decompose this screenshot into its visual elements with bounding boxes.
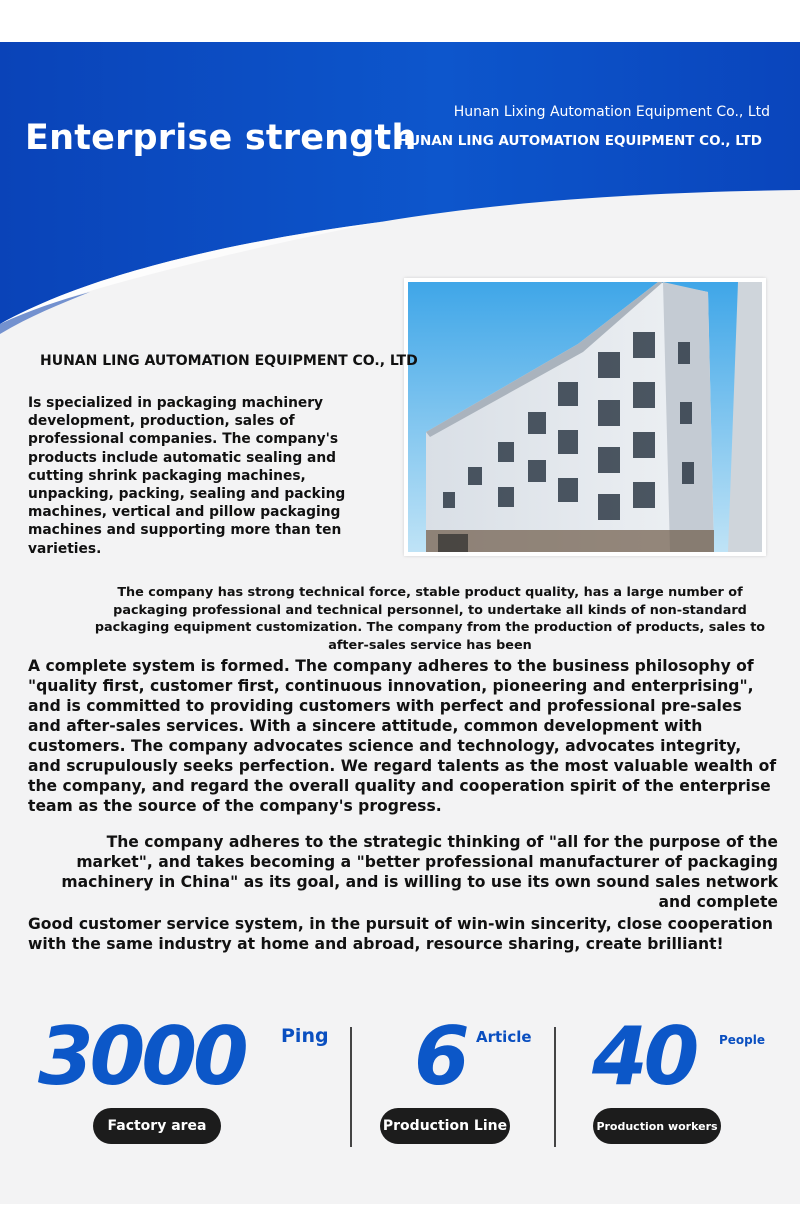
- stat-production-line-unit: Article: [476, 1028, 532, 1046]
- intro-paragraph: Is specialized in packaging machinery development, production, sales of professional companies. The company's products include automatic sealing and cutting shrink packaging machines, unpacking, packing, sealing and packing machines, vertical and pillow packaging machines and supporting more than ten varieties.: [28, 395, 346, 557]
- customer-service-paragraph: Good customer service system, in the pursuit of win-win sincerity, close cooperation with the same industry at home and abroad, resource sharing, create brilliant!: [28, 915, 773, 953]
- stat-production-line-value: 6: [414, 1010, 466, 1103]
- content-panel: [0, 42, 800, 1204]
- factory-building-photo: [404, 278, 766, 556]
- stat-factory-area-value: 3000: [38, 1010, 245, 1103]
- intro-company-heading: HUNAN LING AUTOMATION EQUIPMENT CO., LTD: [40, 353, 418, 369]
- stat-workers-unit: People: [719, 1033, 766, 1047]
- stat-factory-area-unit: Ping: [281, 1025, 329, 1047]
- stat-divider-1: [350, 1027, 352, 1147]
- stat-workers-value: 40: [592, 1010, 696, 1103]
- stat-production-line-label: Production Line: [380, 1108, 510, 1144]
- business-philosophy-paragraph: A complete system is formed. The company adheres to the business philosophy of "quality first, customer first, continuous innovation, pioneering and enterprising", and is committed to providing customers with perfect and professional pre-sales and after-sales services. With a sincere attitude, common development with customers. The company advocates science and technology, advocates integrity, and scrupulously seeks perfection. We regard talents as the most valuable wealth of the company, and regard the overall quality and cooperation spirit of the enterprise team as the source of the company's progress.: [28, 657, 777, 815]
- stat-divider-2: [554, 1027, 556, 1147]
- company-name-ling: HUNAN LING AUTOMATION EQUIPMENT CO., LTD: [397, 133, 762, 149]
- stat-factory-area-label: Factory area: [93, 1108, 221, 1144]
- stat-workers-label: Production workers: [593, 1108, 721, 1144]
- page-title: Enterprise strength: [25, 118, 417, 158]
- company-name-lixing: Hunan Lixing Automation Equipment Co., Ltd: [453, 104, 770, 120]
- technical-strength-paragraph: The company has strong technical force, stable product quality, has a large number of packaging professional and technical personnel, to undertake all kinds of non-standard packaging equipment customization. The company from the production of products, sales to after-sales service has been: [94, 585, 766, 653]
- strategy-paragraph: The company adheres to the strategic thinking of "all for the purpose of the market", and takes becoming a "better professional manufacturer of packaging machinery in China" as its goal, and is willing to use its own sound sales network and complete: [61, 833, 778, 911]
